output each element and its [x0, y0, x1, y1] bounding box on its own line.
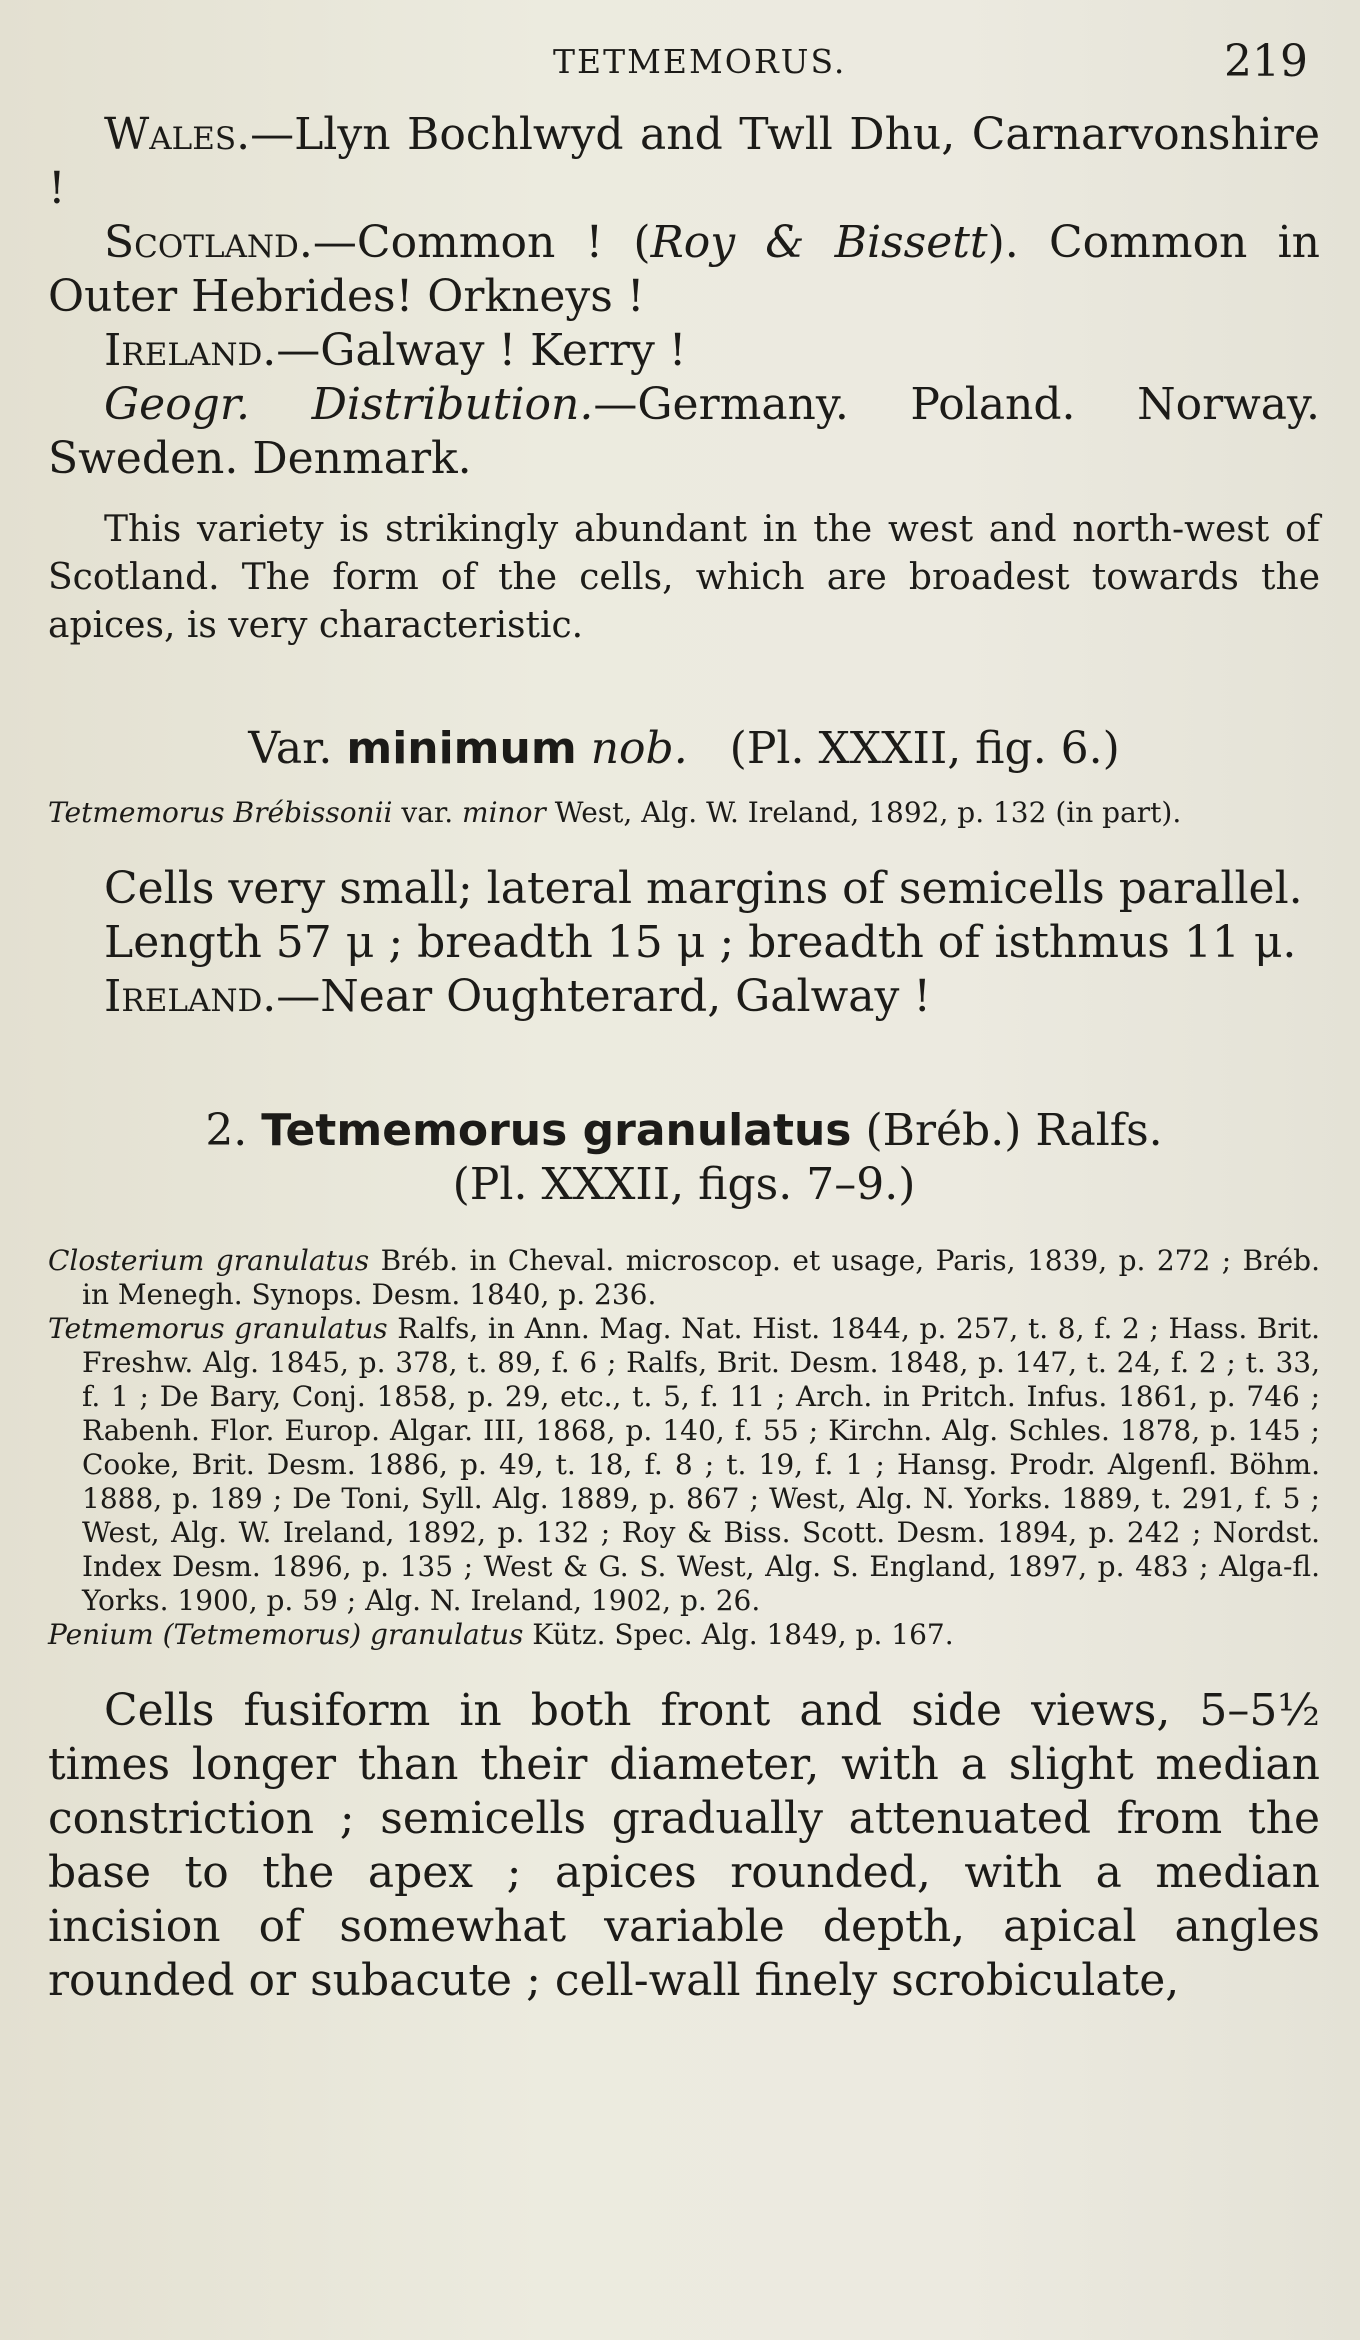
var-minimum-description: Cells very small; lateral margins of semicells parallel.: [104, 863, 1303, 914]
region-label-scotland: Scotland.: [104, 217, 313, 268]
species-name: Tetmemorus granulatus: [261, 1105, 852, 1156]
var-minimum-heading: [48, 722, 1320, 776]
var-minimum-synonym: [48, 796, 1320, 830]
synonym-taxon: Closterium granulatus: [48, 1244, 370, 1277]
distribution-wales: [48, 108, 1320, 216]
region-text-wales: —Llyn Bochlwyd and Twll Dhu, Carnarvonshire !: [48, 109, 1320, 214]
synonym-refs: Kütz. Spec. Alg. 1849, p. 167.: [523, 1618, 954, 1651]
synonym-refs: Ralfs, in Ann. Mag. Nat. Hist. 1844, p. 257, t. 8, f. 2 ; Hass. Brit. Freshw. Alg. 1845, p. 378, t. 89, f. 6 ; Ralfs, Brit. Desm. 1848, p. 147, t. 24, f. 2 ; t. 33, f. 1 ; De Bary, Conj. 1858, p. 29, etc., t. 5, f. 11 ; Arch. in Pritch. Infus. 1861, p. 746 ; Rabenh. Flor. Europ. Algar. III, 1868, p. 140, f. 55 ; Kirchn. Alg. Schles. 1878, p. 145 ; Cooke, Brit. Desm. 1886, p. 49, t. 18, f. 8 ; t. 19, f. 1 ; Hansg. Prodr. Algenfl. Böhm. 1888, p. 189 ; De Toni, Syll. Alg. 1889, p. 867 ; West, Alg. N. Yorks. 1889, t. 291, f. 5 ; West, Alg. W. Ireland, 1892, p. 132 ; Roy & Biss. Scott. Desm. 1894, p. 242 ; Nordst. Index Desm. 1896, p. 135 ; West & G. S. West, Alg. S. England, 1897, p. 483 ; Alga-fl. Yorks. 1900, p. 59 ; Alg. N. Ireland, 1902, p. 26.: [82, 1312, 1320, 1617]
synonymy-list: [48, 1244, 1320, 1652]
page-number: 219: [1224, 36, 1308, 87]
species-number: 2.: [205, 1105, 248, 1156]
variety-note: This variety is strikingly abundant in the west and north-west of Scotland. The form of the cells, which are broadest towards the apices, is very characteristic.: [48, 509, 1320, 646]
region-text-ireland: —Galway ! Kerry !: [276, 325, 687, 376]
syn-minor: minor: [462, 796, 546, 829]
synonym-taxon: Penium (Tetmemorus) granulatus: [48, 1618, 524, 1651]
var-minimum-ireland: [48, 970, 1320, 1024]
synonym-taxon: Tetmemorus granulatus: [48, 1312, 388, 1345]
species-plate: (Pl. XXXII, figs. 7–9.): [452, 1159, 916, 1210]
var-minimum-measurements: Length 57 μ ; breadth 15 μ ; breadth of isthmus 11 μ.: [104, 917, 1297, 968]
running-head: TETMEMORUS.: [553, 42, 847, 81]
region-label-wales: Wales.: [104, 109, 251, 160]
synonym-entry: [48, 1244, 1320, 1312]
syn-var: var.: [392, 796, 463, 829]
syn-species: Tetmemorus Brébissonii: [48, 796, 393, 829]
var-prefix: Var.: [248, 723, 333, 774]
region-text-scotland-b: ). Common in Outer Hebrides! Orkneys !: [48, 217, 1321, 322]
page-header: [48, 28, 1320, 98]
var-author: nob.: [590, 723, 688, 774]
species-heading: [48, 1104, 1320, 1158]
region-text-scotland-a: —Common ! (: [312, 217, 651, 268]
var-name: minimum: [346, 723, 577, 774]
var-plate: (Pl. XXXII, fig. 6.): [729, 723, 1120, 774]
synonym-refs: Bréb. in Cheval. microscop. et usage, Paris, 1839, p. 272 ; Bréb. in Menegh. Synops. Desm. 1840, p. 236.: [82, 1244, 1320, 1311]
synonym-entry: [48, 1618, 1320, 1652]
distribution-ireland: [48, 324, 1320, 378]
species-description: Cells fusiform in both front and side views, 5–5½ times longer than their diameter, with a slight median constriction ; semicells gradually attenuated from the base to the apex ; apices rounded, with a median incision of somewhat variable depth, apical angles rounded or subacute ; cell-wall finely scrobiculate,: [48, 1685, 1320, 2006]
scotland-authors: Roy & Bissett: [650, 217, 988, 268]
species-author: (Bréb.) Ralfs.: [851, 1105, 1163, 1156]
syn-ref: West, Alg. W. Ireland, 1892, p. 132 (in part).: [545, 796, 1182, 829]
region-label-ireland-2: Ireland.: [104, 971, 277, 1022]
region-text-ireland-2: —Near Oughterard, Galway !: [276, 971, 932, 1022]
region-label-ireland: Ireland.: [104, 325, 277, 376]
geogr-text: —Germany. Poland. Norway. Sweden. Denmark.: [48, 379, 1321, 484]
synonym-entry: [48, 1312, 1320, 1618]
distribution-scotland: [48, 216, 1320, 324]
geographic-distribution: [48, 378, 1320, 486]
geogr-label: Geogr. Distribution.: [104, 379, 594, 430]
